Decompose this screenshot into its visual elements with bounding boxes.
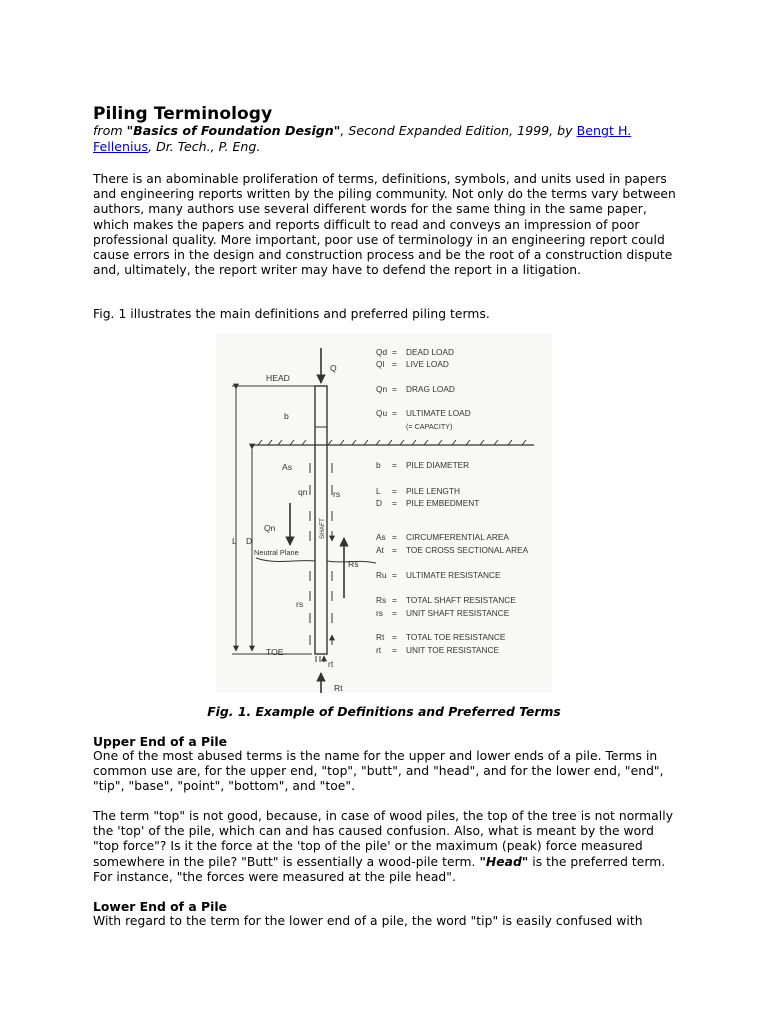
head-term-emphasis: "Head" — [479, 854, 529, 869]
legend — [376, 347, 529, 655]
legend-symbol: Qn — [376, 384, 388, 394]
legend-definition: DEAD LOAD — [406, 347, 454, 357]
top-term-paragraph — [93, 809, 678, 885]
pile-diagram — [216, 333, 552, 693]
legend-equals: = — [392, 460, 397, 470]
legend-equals: = — [392, 545, 397, 555]
legend-definition: PILE DIAMETER — [406, 460, 470, 470]
neutral-plane-line — [256, 558, 315, 562]
legend-equals: = — [392, 347, 397, 357]
legend-equals: = — [392, 408, 397, 418]
upper-end-paragraph: One of the most abused terms is the name for the upper and lower ends of a pile. Terms in common use are, for the upper end, "top", "butt", and "head", and for the lower end, "end", "tip", "base", "point", "bottom", and "toe". — [93, 749, 664, 794]
legend-symbol: Rs — [376, 595, 387, 605]
lower-end-paragraph: With regard to the term for the lower end of a pile, the word "tip" is easily confused with — [93, 914, 643, 928]
legend-definition: TOTAL TOE RESISTANCE — [406, 632, 506, 642]
positive-friction-arrows — [310, 571, 332, 645]
legend-definition: TOE CROSS SECTIONAL AREA — [406, 545, 529, 555]
legend-definition: ULTIMATE LOAD — [406, 408, 471, 418]
legend-equals: = — [392, 359, 397, 369]
legend-definition: UNIT SHAFT RESISTANCE — [406, 608, 510, 618]
legend-definition: CIRCUMFERENTIAL AREA — [406, 532, 509, 542]
ground-hatching — [258, 440, 526, 445]
legend-symbol: L — [376, 486, 381, 496]
upper-end-heading: Upper End of a Pile — [93, 734, 227, 749]
total-toe-resistance-label: Rt — [334, 683, 343, 693]
head-label: HEAD — [266, 373, 290, 383]
legend-definition: TOTAL SHAFT RESISTANCE — [406, 595, 516, 605]
legend-symbol: rs — [376, 608, 383, 618]
legend-equals: = — [392, 645, 397, 655]
unit-shaft-resistance-upper-label: rs — [333, 489, 341, 499]
legend-equals: = — [392, 486, 397, 496]
legend-symbol: Rt — [376, 632, 385, 642]
legend-definition: PILE EMBEDMENT — [406, 498, 480, 508]
length-label: L — [232, 536, 237, 546]
legend-symbol: Ql — [376, 359, 385, 369]
legend-definition: LIVE LOAD — [406, 359, 449, 369]
legend-symbol: rt — [376, 645, 382, 655]
unit-negative-friction-label: qn — [298, 487, 308, 497]
shaft-label: SHAFT — [319, 518, 326, 539]
q-label: Q — [330, 363, 337, 373]
unit-shaft-resistance-lower-label: rs — [296, 599, 304, 609]
legend-symbol: Qu — [376, 408, 388, 418]
legend-definition: ULTIMATE RESISTANCE — [406, 570, 501, 580]
legend-symbol: Ru — [376, 570, 387, 580]
legend-equals: = — [392, 608, 397, 618]
legend-equals: = — [392, 384, 397, 394]
circumferential-area-label: As — [282, 462, 293, 472]
legend-equals: = — [392, 632, 397, 642]
byline-suffix: , Dr. Tech., P. Eng. — [148, 138, 261, 154]
legend-symbol: Qd — [376, 347, 388, 357]
neutral-plane-label: Neutral Plane — [254, 548, 299, 557]
top-term-text: The term "top" is not good, because, in case of wood piles, the top of the tree is not normally the 'top' of the pile, which can and has caused confusion. Also, what is meant by the word "top force"? Is it the force at the 'top of the pile' or the maximum (peak) force measured somewhere in the pile? "Butt" is essentially a wood-pile term. — [93, 809, 674, 869]
legend-equals: = — [392, 532, 397, 542]
legend-equals: = — [392, 570, 397, 580]
lower-end-heading: Lower End of a Pile — [93, 899, 228, 914]
figure-reference-paragraph: Fig. 1 illustrates the main definitions and preferred piling terms. — [93, 307, 490, 321]
top-term-text-end: is the preferred term. For instance, "the forces were measured at the pile head". — [93, 854, 666, 884]
byline — [93, 123, 683, 154]
legend-definition: (= CAPACITY) — [406, 422, 453, 431]
byline-prefix: from — [93, 123, 127, 138]
legend-symbol: b — [376, 460, 381, 470]
author-link[interactable]: Bengt H. Fellenius — [93, 123, 632, 154]
unit-toe-resistance-label: rt — [328, 659, 334, 669]
legend-symbol: As — [376, 532, 386, 542]
legend-definition: PILE LENGTH — [406, 486, 460, 496]
legend-equals: = — [392, 595, 397, 605]
legend-definition: UNIT TOE RESISTANCE — [406, 645, 499, 655]
diameter-label: b — [284, 411, 289, 421]
legend-symbol: D — [376, 498, 382, 508]
book-title: "Basics of Foundation Design" — [126, 123, 341, 138]
toe-stress-arrows — [316, 656, 324, 662]
toe-label: TOE — [266, 647, 284, 657]
page-title: Piling Terminology — [93, 104, 273, 124]
total-shaft-resistance-label: Rs — [348, 559, 359, 569]
figure-caption: Fig. 1. Example of Definitions and Preferred Terms — [207, 704, 561, 719]
legend-symbol: At — [376, 545, 384, 555]
intro-paragraph: There is an abominable proliferation of terms, definitions, symbols, and units used in papers and engineering reports written by the piling community. Not only do the terms vary between authors, many authors use several different words for the same thing in the same paper, which makes the papers and reports difficult to read and conveys an impression of poor professional quality. More important, poor use of terminology in an engineering report could cause errors in the design and construction process and be the root of a construction dispute and, ultimately, the report writer may have to defend the report in a litigation. — [93, 172, 676, 278]
embedment-label: D — [246, 536, 253, 546]
drag-load-label: Qn — [264, 523, 276, 533]
byline-edition: , Second Expanded Edition, 1999, by — [340, 123, 577, 138]
legend-definition: DRAG LOAD — [406, 384, 455, 394]
legend-equals: = — [392, 498, 397, 508]
pile-diagram-svg — [216, 333, 552, 693]
